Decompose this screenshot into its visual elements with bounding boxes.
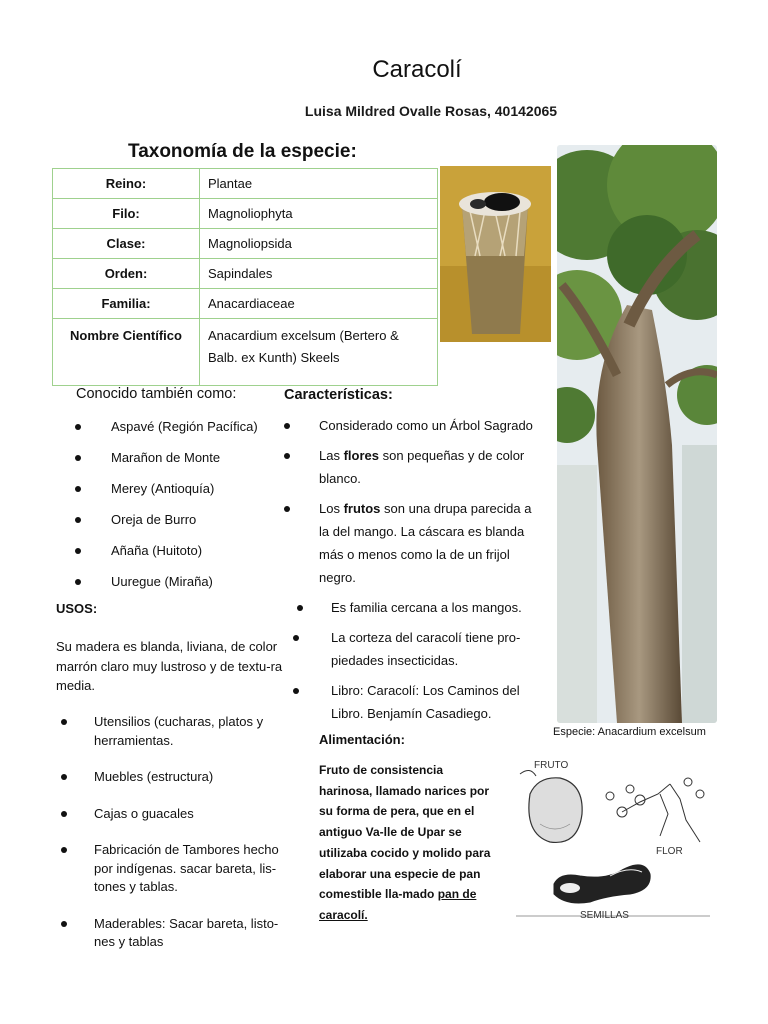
taxonomy-value: Plantae — [200, 169, 438, 199]
known-as-heading: Conocido también como: — [76, 386, 237, 402]
known-as-list — [53, 415, 293, 601]
table-row — [53, 199, 438, 229]
list-item: Los frutos son una drupa parecida a la del mango. La cáscara es blanda más o menos como la de un frijol negro. — [283, 497, 545, 589]
taxonomy-value: Anacardium excelsum (Bertero & Balb. ex Kunth) Skeels — [200, 319, 438, 386]
taxonomy-value: Magnoliopsida — [200, 229, 438, 259]
bullet-icon — [284, 506, 290, 512]
drum-photo — [440, 166, 551, 342]
taxonomy-value: Sapindales — [200, 259, 438, 289]
table-row — [53, 319, 438, 386]
list-item: Añaña (Huitoto) — [53, 539, 293, 562]
bullet-icon — [61, 921, 67, 927]
bullet-icon — [61, 719, 67, 725]
table-row — [53, 259, 438, 289]
list-item: Las flores son pequeñas y de color blanco. — [283, 444, 545, 490]
author-line: Luisa Mildred Ovalle Rosas, 40142065 — [304, 103, 558, 119]
list-item: Marañon de Monte — [53, 446, 293, 469]
bullet-icon — [75, 424, 81, 430]
bullet-icon — [284, 453, 290, 459]
list-item: Maderables: Sacar bareta, listo-nes y tablas — [56, 915, 292, 952]
list-item: Uuregue (Miraña) — [53, 570, 293, 593]
list-item: Oreja de Burro — [53, 508, 293, 531]
bullet-icon — [75, 455, 81, 461]
photo-caption: Especie: Anacardium excelsum — [553, 726, 706, 738]
alimentacion-heading: Alimentación: — [319, 732, 405, 747]
taxonomy-table — [52, 168, 438, 386]
list-item: Muebles (estructura) — [56, 768, 292, 787]
list-item: Es familia cercana a los mangos. — [283, 596, 545, 619]
bullet-icon — [297, 605, 303, 611]
alimentacion-text: Fruto de consistencia harinosa, llamado narices por su forma de pera, que en el antiguo Va-lle de Upar se utilizaba cocido y molido para elaborar una especie de pan comestible lla-mado pan de caracolí. — [319, 763, 491, 922]
taxonomy-key: Filo: — [53, 199, 200, 229]
characteristics-list — [283, 414, 545, 725]
list-item: La corteza del caracolí tiene pro-piedades insecticidas. — [283, 626, 545, 672]
pan-de-caracoli-link[interactable]: pan de caracolí. — [319, 887, 477, 922]
list-item: Considerado como un Árbol Sagrado — [283, 414, 545, 437]
fruit-label: FRUTO — [534, 760, 569, 771]
taxonomy-key: Reino: — [53, 169, 200, 199]
table-row — [53, 229, 438, 259]
taxonomy-key: Clase: — [53, 229, 200, 259]
list-item: Libro: Caracolí: Los Caminos del Libro. Benjamín Casadiego. — [283, 679, 545, 725]
taxonomy-heading: Taxonomía de la especie: — [128, 141, 357, 162]
botanical-illustration — [510, 754, 714, 922]
bullet-icon — [61, 811, 67, 817]
table-row — [53, 289, 438, 319]
characteristics-heading: Características: — [284, 387, 393, 403]
seeds-label: SEMILLAS — [580, 910, 629, 921]
bullet-icon — [75, 548, 81, 554]
taxonomy-value: Magnoliophyta — [200, 199, 438, 229]
tree-photo — [557, 145, 717, 723]
taxonomy-key: Familia: — [53, 289, 200, 319]
list-item: Utensilios (cucharas, platos y herramientas. — [56, 713, 292, 750]
bullet-icon — [75, 517, 81, 523]
usos-list — [56, 713, 292, 952]
list-item: Fabricación de Tambores hecho por indígenas. sacar bareta, lis-tones y tablas. — [56, 841, 292, 897]
usos-heading: USOS: — [56, 601, 98, 616]
bullet-icon — [61, 774, 67, 780]
bullet-icon — [75, 579, 81, 585]
bullet-icon — [293, 688, 299, 694]
list-item: Merey (Antioquía) — [53, 477, 293, 500]
bullet-icon — [293, 635, 299, 641]
flower-label: FLOR — [656, 846, 683, 857]
page-title: Caracolí — [372, 56, 462, 83]
taxonomy-value: Anacardiaceae — [200, 289, 438, 319]
bullet-icon — [61, 847, 67, 853]
list-item: Cajas o guacales — [56, 805, 292, 824]
bullet-icon — [75, 486, 81, 492]
usos-intro: Su madera es blanda, liviana, de color marrón claro muy lustroso y de textu-ra media. — [56, 639, 283, 693]
taxonomy-key: Orden: — [53, 259, 200, 289]
table-row — [53, 169, 438, 199]
list-item: Aspavé (Región Pacífica) — [53, 415, 293, 438]
taxonomy-key: Nombre Científico — [53, 319, 200, 386]
bullet-icon — [284, 423, 290, 429]
